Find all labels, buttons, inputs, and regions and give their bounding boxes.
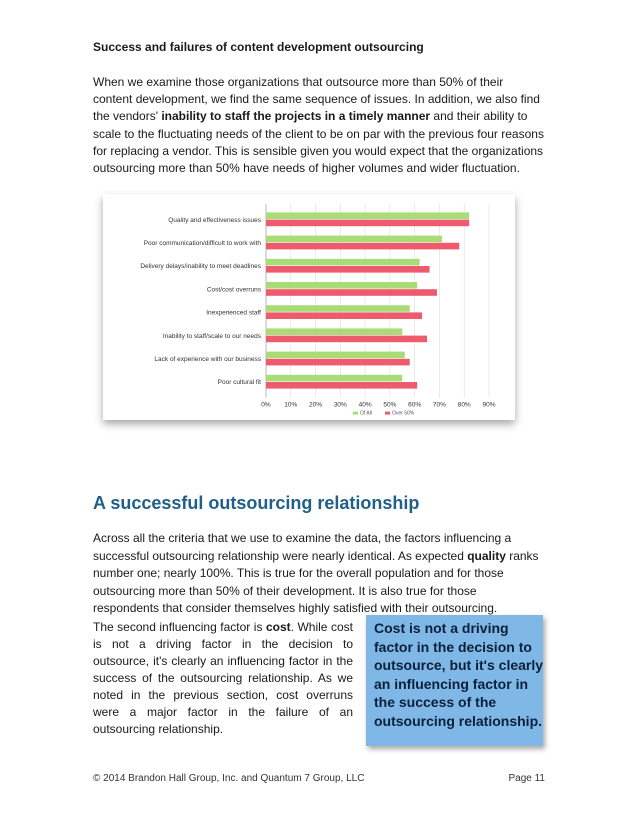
pull-quote-text: Cost is not a driving factor in the decision to outsource, but it's clearly an influencing factor in the success of the outsourcing relationship.	[374, 620, 544, 729]
category-label: Quality and effectiveness issues	[168, 216, 261, 224]
category-label: Delivery delays/inability to meet deadlines	[140, 263, 261, 271]
pull-quote-callout	[366, 615, 543, 746]
x-tick-label: 80%	[457, 401, 471, 409]
category-label: Lack of experience with our business	[154, 356, 261, 363]
x-tick-label: 0%	[261, 401, 271, 409]
legend-swatch	[385, 412, 390, 415]
bar-over-50	[266, 312, 422, 319]
para2-text-after: . While cost is not a driving factor in the decision to outsource, it's clearly an influencing factor in the success of the outsourcing relationship. As we noted in the previous section, cost overruns were a major factor in the failure of an outsourcing relationship.	[93, 620, 353, 736]
category-label: Poor communication/difficult to work with	[143, 240, 261, 247]
x-tick-label: 10%	[284, 401, 298, 409]
bar-of-all	[266, 305, 410, 312]
bar-of-all	[266, 259, 420, 266]
bar-of-all	[266, 236, 442, 243]
bar-over-50	[266, 336, 427, 343]
bar-over-50	[266, 382, 417, 389]
para2-bold-word: cost	[265, 620, 291, 634]
category-label: Inexperienced staff	[206, 309, 261, 317]
para2-text-before: The second influencing factor is	[93, 620, 266, 634]
page-header-title: Success and failures of content development outsourcing	[93, 40, 424, 54]
para1-bold-word: quality	[467, 548, 506, 563]
category-label: Inability to staff/scale to our needs	[162, 332, 261, 340]
legend-swatch	[353, 412, 358, 415]
section-paragraph-1	[93, 530, 545, 618]
bar-of-all	[266, 375, 402, 382]
bar-over-50	[266, 220, 469, 227]
bar-over-50	[266, 289, 437, 296]
x-tick-label: 60%	[408, 401, 422, 409]
chart-container	[103, 194, 515, 420]
bar-of-all	[266, 282, 417, 289]
bar-of-all	[266, 352, 405, 359]
para1-text-after: ranks number one; nearly 100%. This is true for the overall population and for those outsourcing more than 50% of their development. It is also true for those respondents that consider themselves highly satisfied with their outsourcing.	[93, 548, 539, 615]
intro-paragraph	[93, 74, 545, 177]
footer-copyright: © 2014 Brandon Hall Group, Inc. and Quantum 7 Group, LLC	[93, 773, 365, 784]
bar-chart	[103, 194, 515, 420]
x-tick-label: 70%	[432, 401, 446, 409]
bar-over-50	[266, 243, 459, 250]
bar-of-all	[266, 212, 469, 219]
intro-bold-phrase: inability to staff the projects in a timely manner	[161, 109, 431, 124]
intro-text-before: When we examine those organizations that outsource more than 50% of their content development, we find the same sequence of issues. In addition, we also find the vendors'	[93, 75, 540, 124]
x-tick-label: 40%	[358, 401, 372, 409]
category-label: Cost/cost overruns	[206, 286, 261, 294]
bar-of-all	[266, 328, 402, 335]
intro-text-after: and their ability to scale to the fluctuating needs of the client to be on par with the previous four reasons for replacing a vendor. This is sensible given you would expect that the organizations outsourcing more than 50% have needs of higher volumes and wider fluctuation.	[93, 109, 544, 176]
section-paragraph-2	[93, 619, 353, 738]
bar-over-50	[266, 266, 430, 273]
x-tick-label: 50%	[383, 401, 397, 409]
bar-over-50	[266, 359, 410, 366]
x-tick-label: 30%	[333, 401, 347, 409]
x-tick-label: 90%	[482, 401, 496, 409]
footer-page-number: Page 11	[508, 773, 545, 784]
para1-text-before: Across all the criteria that we use to examine the data, the factors influencing a successful outsourcing relationship were nearly identical. As expected	[93, 531, 512, 563]
x-tick-label: 20%	[309, 401, 323, 409]
section-heading: A successful outsourcing relationship	[93, 493, 420, 513]
category-label: Poor cultural fit	[217, 379, 261, 387]
legend-label: Of All	[360, 410, 372, 417]
legend-label: Over 50%	[392, 410, 415, 417]
